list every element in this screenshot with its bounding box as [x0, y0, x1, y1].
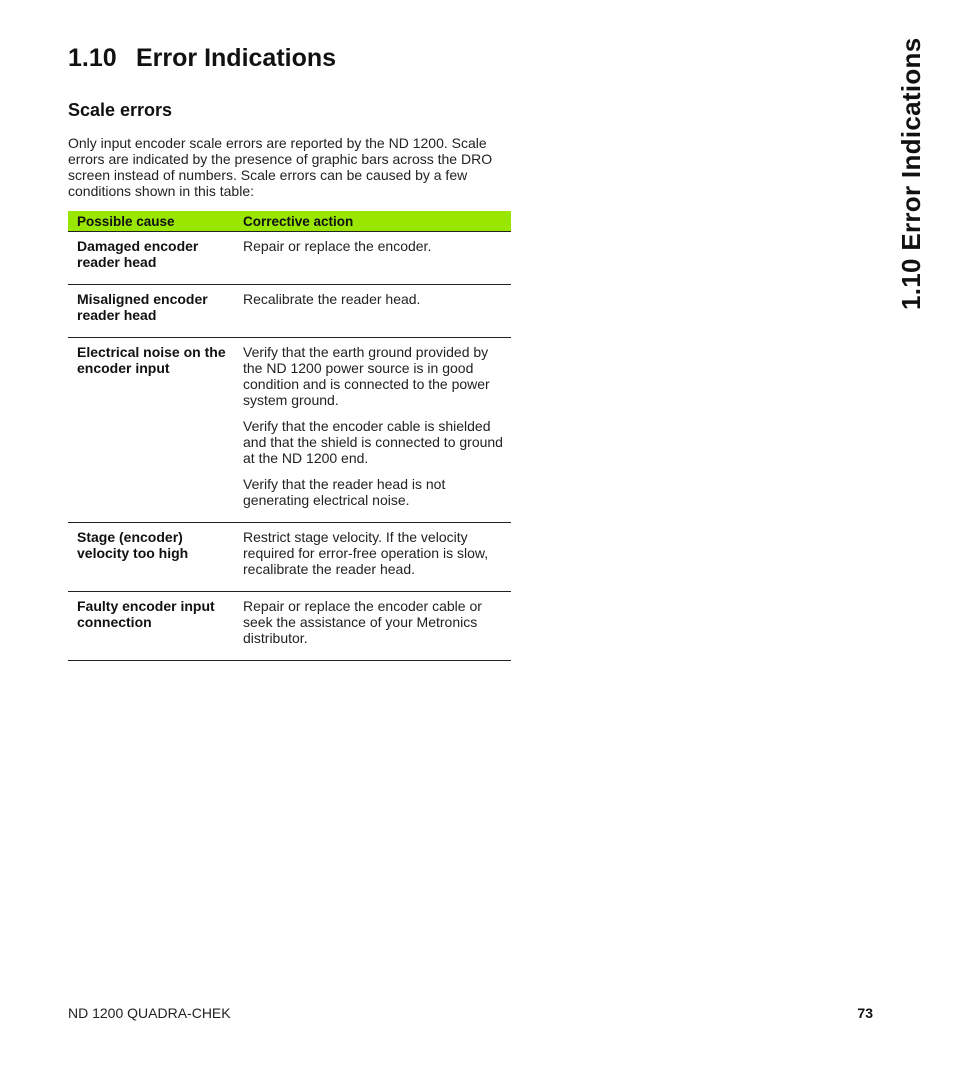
footer-page-number: 73 [857, 1005, 873, 1021]
action-text: Restrict stage velocity. If the velocity required for error-free operation is slow, recalibrate the reader head. [243, 529, 489, 577]
action-text: Verify that the earth ground provided by the ND 1200 power source is in good condition and is connected to the power system ground. [243, 344, 490, 408]
page-title-text: Error Indications [136, 44, 337, 72]
footer-product-name: ND 1200 QUADRA-CHEK [68, 1005, 231, 1021]
intro-paragraph: Only input encoder scale errors are reported by the ND 1200. Scale errors are indicated by the presence of graphic bars across the DRO screen instead of numbers. Scale errors can be caused by a few conditions shown in this table: [68, 135, 493, 199]
scale-errors-table [68, 211, 511, 661]
cause-cell: Damaged encoder reader head [68, 232, 233, 285]
table-header-row [68, 211, 511, 232]
section-number: 1.10 [68, 44, 117, 72]
action-text: Verify that the encoder cable is shielded and that the shield is connected to ground at the ND 1200 end. [243, 418, 503, 466]
side-chapter-tab: 1.10 Error Indications [896, 37, 926, 310]
action-cell [233, 338, 511, 523]
action-text: Recalibrate the reader head. [243, 291, 421, 307]
action-text: Repair or replace the encoder cable or seek the assistance of your Metronics distributor. [243, 598, 482, 646]
action-cell [233, 285, 511, 338]
table-row [68, 285, 511, 338]
header-possible-cause: Possible cause [68, 211, 233, 232]
cause-cell: Misaligned encoder reader head [68, 285, 233, 338]
table-row [68, 523, 511, 592]
action-text: Verify that the reader head is not generating electrical noise. [243, 476, 446, 508]
table-row [68, 338, 511, 523]
action-cell [233, 232, 511, 285]
action-text: Repair or replace the encoder. [243, 238, 432, 254]
cause-cell: Stage (encoder) velocity too high [68, 523, 233, 592]
header-corrective-action: Corrective action [233, 211, 511, 232]
table-row [68, 592, 511, 661]
table-row [68, 232, 511, 285]
action-cell [233, 523, 511, 592]
page-title [68, 44, 336, 73]
section-title: Scale errors [68, 100, 173, 120]
cause-cell: Electrical noise on the encoder input [68, 338, 233, 523]
action-cell [233, 592, 511, 661]
cause-cell: Faulty encoder input connection [68, 592, 233, 661]
